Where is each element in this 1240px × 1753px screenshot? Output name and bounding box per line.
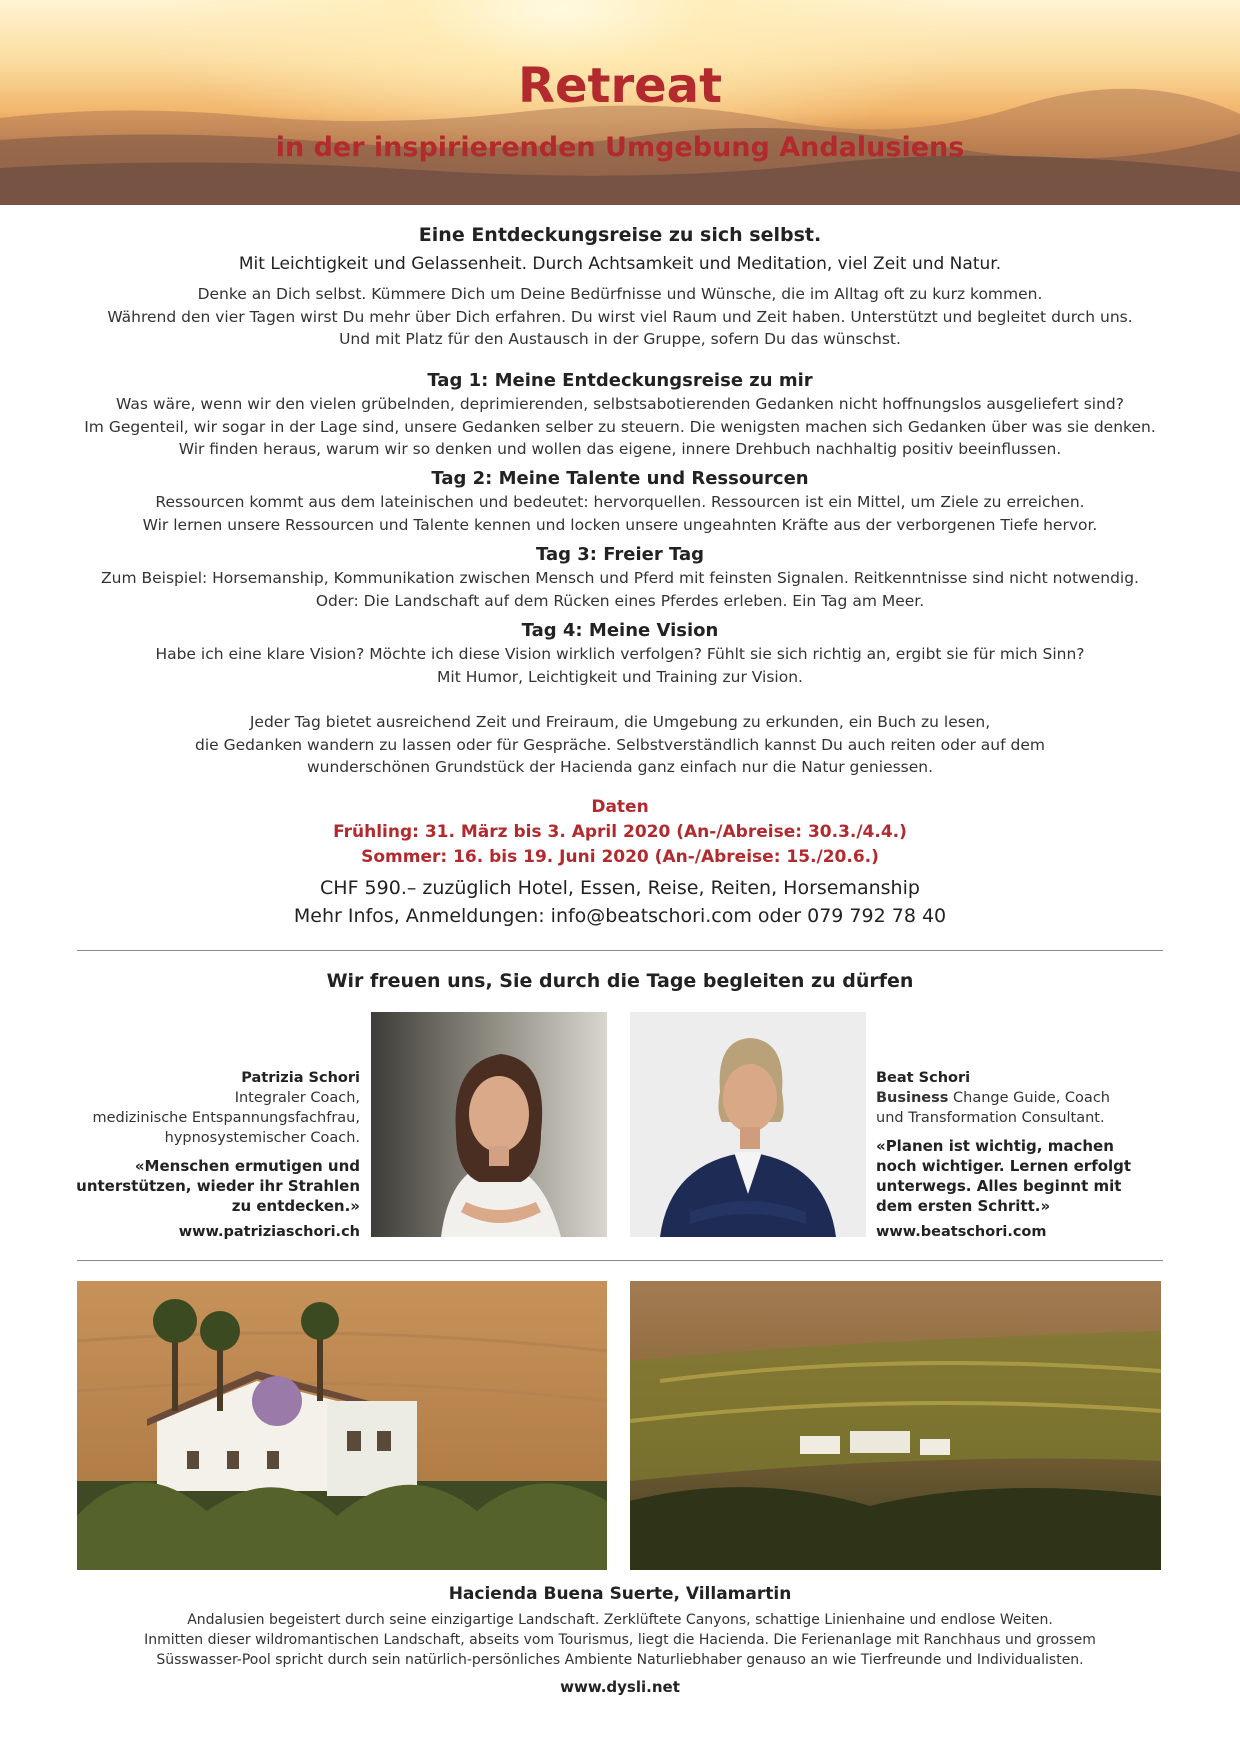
quote-line: «Planen ist wichtig, machen bbox=[876, 1137, 1114, 1155]
intro-line: Denke an Dich selbst. Kümmere Dich um Deine Bedürfnisse und Wünsche, die im Alltag oft zu kurz kommen. bbox=[197, 285, 1043, 303]
day-line: Wir finden heraus, warum wir so denken und wollen das eigene, innere Drehbuch nachhaltig positiv beeinflussen. bbox=[178, 440, 1062, 458]
bio-role bbox=[876, 1088, 1136, 1108]
closing-line: Jeder Tag bietet ausreichend Zeit und Freiraum, die Umgebung zu erkunden, ein Buch zu lesen, bbox=[249, 713, 991, 731]
day-line: Im Gegenteil, wir sogar in der Lage sind, unsere Gedanken selber zu steuern. Die wenigsten machen sich Gedanken über was sie denken. bbox=[84, 417, 1156, 436]
quote-line: noch wichtiger. Lernen erfolgt bbox=[876, 1157, 1132, 1175]
portrait-beat-photo bbox=[630, 1012, 866, 1237]
closing-paragraph bbox=[40, 711, 1200, 779]
bio-role: hypnosystemischer Coach. bbox=[164, 1130, 360, 1146]
day-4-section bbox=[40, 619, 1200, 688]
website-link[interactable]: www.beatschori.com bbox=[876, 1224, 1047, 1240]
bio-beat bbox=[876, 1068, 1136, 1242]
dates-heading: Daten bbox=[591, 797, 649, 817]
website-link[interactable]: www.dysli.net bbox=[560, 1678, 680, 1696]
bio-quote bbox=[876, 1136, 1136, 1216]
bio-patrizia bbox=[70, 1068, 360, 1242]
quote-line: unterwegs. Alles beginnt mit bbox=[876, 1177, 1122, 1195]
day-2-section bbox=[40, 467, 1200, 536]
hacienda-building-photo bbox=[77, 1281, 607, 1570]
day-line: Mit Humor, Leichtigkeit und Training zur Vision. bbox=[437, 667, 803, 686]
hacienda-title: Hacienda Buena Suerte, Villamartin bbox=[448, 1584, 792, 1604]
intro-line: Und mit Platz für den Austausch in der Gruppe, sofern Du das wünschst. bbox=[339, 330, 901, 348]
closing-line: wunderschönen Grundstück der Hacienda ganz einfach nur die Natur geniessen. bbox=[306, 758, 934, 776]
divider bbox=[77, 1260, 1163, 1261]
bio-role-rest: Change Guide, Coach bbox=[948, 1090, 1110, 1106]
day-title: Tag 3: Freier Tag bbox=[536, 544, 704, 565]
quote-line: zu entdecken.» bbox=[231, 1197, 360, 1215]
pricing-section bbox=[40, 874, 1200, 930]
date-summer: Sommer: 16. bis 19. Juni 2020 (An-/Abreise: 15./20.6.) bbox=[361, 847, 879, 867]
day-title: Tag 2: Meine Talente und Ressourcen bbox=[431, 468, 809, 489]
day-line: Was wäre, wenn wir den vielen grübelnden, deprimierenden, selbstsabotierenden Gedanken nicht hoffnungslos ausgeliefert sind? bbox=[116, 395, 1124, 413]
closing-line: die Gedanken wandern zu lassen oder für Gespräche. Selbstverständlich kannst Du auch reiten oder auf dem bbox=[195, 735, 1045, 754]
divider bbox=[77, 950, 1163, 951]
intro-line: Während den vier Tagen wirst Du mehr über Dich erfahren. Du wirst viel Raum und Zeit haben. Unterstützt und begleitet durch uns. bbox=[107, 307, 1133, 326]
intro-subheadline: Mit Leichtigkeit und Gelassenheit. Durch Achtsamkeit und Meditation, viel Zeit und Natur. bbox=[238, 254, 1002, 274]
hacienda-description bbox=[40, 1610, 1200, 1670]
hacienda-line: Inmitten dieser wildromantischen Landschaft, abseits vom Tourismus, liegt die Hacienda. Die Ferienanlage mit Ranchhaus und grossem bbox=[144, 1632, 1096, 1648]
bio-name: Beat Schori bbox=[876, 1070, 971, 1086]
quote-line: unterstützen, wieder ihr Strahlen bbox=[76, 1177, 360, 1195]
day-line: Ressourcen kommt aus dem lateinischen und bedeutet: hervorquellen. Ressourcen ist ein Mittel, um Ziele zu erreichen. bbox=[155, 493, 1085, 511]
intro-body bbox=[40, 283, 1200, 351]
day-line: Zum Beispiel: Horsemanship, Kommunikation zwischen Mensch und Pferd mit feinsten Signalen. Reitkenntnisse sind nicht notwendig. bbox=[101, 569, 1139, 587]
page-title: Retreat bbox=[517, 58, 723, 114]
price-line: CHF 590.– zuzüglich Hotel, Essen, Reise, Reiten, Horsemanship bbox=[320, 877, 920, 899]
quote-line: «Menschen ermutigen und bbox=[134, 1157, 360, 1175]
portrait-patrizia-photo bbox=[371, 1012, 607, 1237]
day-1-section bbox=[40, 369, 1200, 461]
hacienda-line: Süsswasser-Pool spricht durch sein natürlich-persönliches Ambiente Naturliebhaber genauso an wie Tierfreunde und Individualisten. bbox=[156, 1652, 1084, 1668]
team-heading: Wir freuen uns, Sie durch die Tage begleiten zu dürfen bbox=[326, 970, 914, 992]
day-3-section bbox=[40, 543, 1200, 612]
day-title: Tag 1: Meine Entdeckungsreise zu mir bbox=[427, 370, 813, 391]
bio-name: Patrizia Schori bbox=[241, 1070, 360, 1086]
page-subtitle: in der inspirierenden Umgebung Andalusiens bbox=[275, 132, 965, 163]
bio-role: medizinische Entspannungsfachfrau, bbox=[92, 1110, 360, 1126]
hero-banner bbox=[0, 0, 1240, 205]
hacienda-line: Andalusien begeistert durch seine einzigartige Landschaft. Zerklüftete Canyons, schattige Linienhaine und endlose Weiten. bbox=[187, 1612, 1053, 1628]
contact-line: Mehr Infos, Anmeldungen: info@beatschori.com oder 079 792 78 40 bbox=[293, 905, 947, 927]
dates-section bbox=[40, 794, 1200, 870]
day-line: Oder: Die Landschaft auf dem Rücken eines Pferdes erleben. Ein Tag am Meer. bbox=[315, 591, 925, 610]
intro-headline: Eine Entdeckungsreise zu sich selbst. bbox=[418, 224, 822, 246]
date-spring: Frühling: 31. März bis 3. April 2020 (An-/Abreise: 30.3./4.4.) bbox=[333, 822, 907, 842]
bio-role-highlight: Business bbox=[876, 1090, 949, 1106]
website-link[interactable]: www.patriziaschori.ch bbox=[178, 1224, 360, 1240]
hacienda-valley-photo bbox=[630, 1281, 1161, 1570]
bio-role: Integraler Coach, bbox=[234, 1090, 360, 1106]
day-line: Wir lernen unsere Ressourcen und Talente kennen und locken unsere ungeahnten Kräfte aus der verborgenen Tiefe hervor. bbox=[142, 515, 1098, 534]
bio-quote bbox=[70, 1156, 360, 1216]
quote-line: dem ersten Schritt.» bbox=[876, 1197, 1051, 1215]
bio-role: und Transformation Consultant. bbox=[876, 1110, 1105, 1126]
day-line: Habe ich eine klare Vision? Möchte ich diese Vision wirklich verfolgen? Fühlt sie sich richtig an, ergibt sie für mich Sinn? bbox=[155, 645, 1085, 663]
day-title: Tag 4: Meine Vision bbox=[521, 620, 719, 641]
